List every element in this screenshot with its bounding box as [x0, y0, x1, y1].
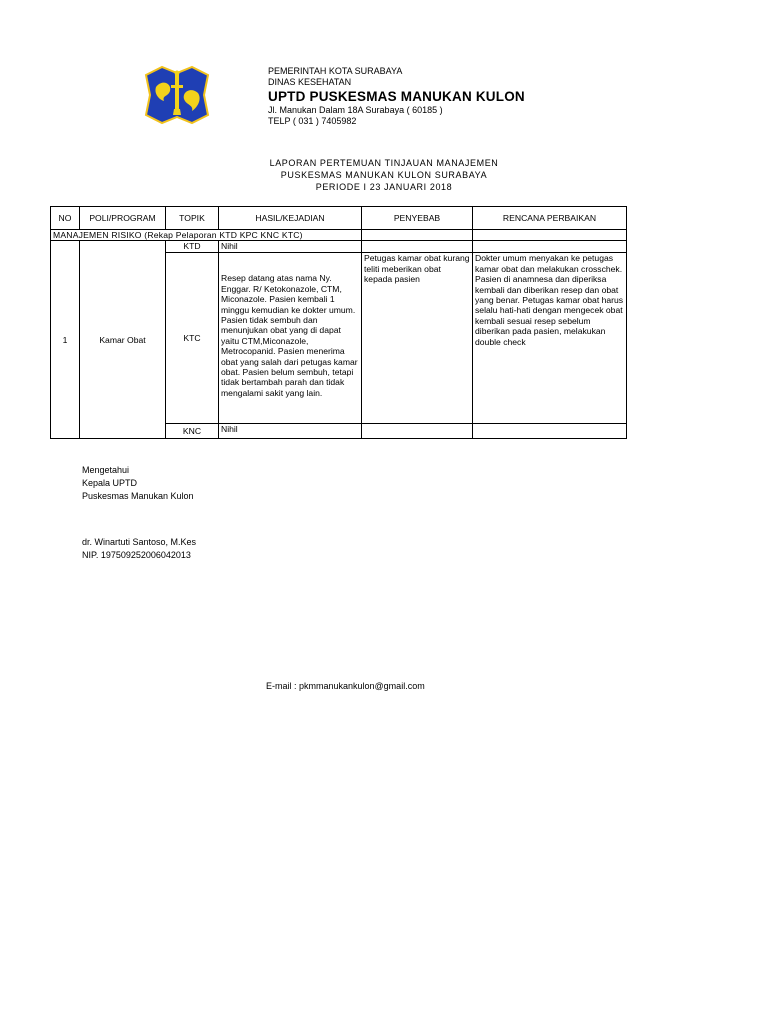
- result-ktd: Nihil: [219, 241, 362, 253]
- section-empty-plan: [473, 230, 627, 241]
- topic-knc: KNC: [166, 424, 219, 439]
- phone: TELP ( 031 ) 7405982: [268, 116, 357, 126]
- table-header-row: [51, 207, 627, 230]
- header-plan: RENCANA PERBAIKAN: [473, 207, 627, 230]
- section-empty-cause: [362, 230, 473, 241]
- header-cause: PENYEBAB: [362, 207, 473, 230]
- plan-ktd: [473, 241, 627, 253]
- institution-title: UPTD PUSKESMAS MANUKAN KULON: [268, 89, 525, 104]
- signature-block: [82, 464, 194, 503]
- header-program: POLI/PROGRAM: [80, 207, 166, 230]
- city-emblem-logo: [144, 65, 210, 125]
- header-topic: TOPIK: [166, 207, 219, 230]
- result-ktc-cell: [219, 253, 362, 424]
- signatory-name: dr. Winartuti Santoso, M.Kes: [82, 537, 197, 547]
- header-result: HASIL/KEJADIAN: [219, 207, 362, 230]
- topic-ktc: KTC: [166, 253, 219, 424]
- plan-ktc: Dokter umum menyakan ke petugas kamar obat dan melakukan crosschek. Pasien di anamnesa dan diperiksa kembali dan diberikan resep dan obat yang benar. Petugas kamar obat harus selalu hati-hati dengan mengecek obat kembali sesuai resep sebelum diberikan pada pasien, melakukan double check: [473, 253, 627, 424]
- table-row-ktd: [51, 241, 627, 253]
- government-name: PEMERINTAH KOTA SURABAYA: [268, 66, 403, 76]
- result-knc: Nihil: [219, 424, 362, 439]
- signatory-nip: NIP. 197509252006042013: [82, 550, 191, 560]
- letterhead: [268, 66, 525, 127]
- cause-ktd: [362, 241, 473, 253]
- cause-knc: [362, 424, 473, 439]
- signatory-details: [82, 536, 196, 562]
- acknowledged-label: Mengetahui: [82, 465, 130, 475]
- topic-ktd: KTD: [166, 241, 219, 253]
- plan-knc: [473, 424, 627, 439]
- signatory-position: Kepala UPTD: [82, 478, 138, 488]
- section-label: MANAJEMEN RISIKO (Rekap Pelaporan KTD KPC KNC KTC): [51, 230, 362, 241]
- report-title: [0, 157, 768, 193]
- report-title-line3: PERIODE I 23 JANUARI 2018: [315, 182, 453, 192]
- report-title-line2: PUSKESMAS MANUKAN KULON SURABAYA: [280, 170, 488, 180]
- agency-name: DINAS KESEHATAN: [268, 77, 352, 87]
- report-title-line1: LAPORAN PERTEMUAN TINJAUAN MANAJEMEN: [269, 158, 499, 168]
- signatory-institution: Puskesmas Manukan Kulon: [82, 491, 194, 501]
- row-program: Kamar Obat: [80, 241, 166, 439]
- address: Jl. Manukan Dalam 18A Surabaya ( 60185 ): [268, 105, 443, 115]
- header-no: NO: [51, 207, 80, 230]
- result-ktc: Resep datang atas nama Ny. Enggar. R/ Ketokonazole, CTM, Miconazole. Pasien kembali 1 minggu kemudian ke dokter umum. Pasien tidak sembuh dan menunjukan obat yang di dapat yaitu CTM,Miconazole, Metrocopanid. Pasien menerima obat yang salah dari petugas kamar obat. Pasien belum sembuh, tetapi tidak bertambah parah dan tidak mengalami sakit yang lain.: [221, 273, 358, 398]
- cause-ktc: Petugas kamar obat kurang teliti meberikan obat kepada pasien: [362, 253, 473, 424]
- footer-email: E-mail : pkmmanukankulon@gmail.com: [266, 681, 425, 691]
- row-number: 1: [51, 241, 80, 439]
- table-section-row: [51, 230, 627, 241]
- report-table: [50, 206, 627, 439]
